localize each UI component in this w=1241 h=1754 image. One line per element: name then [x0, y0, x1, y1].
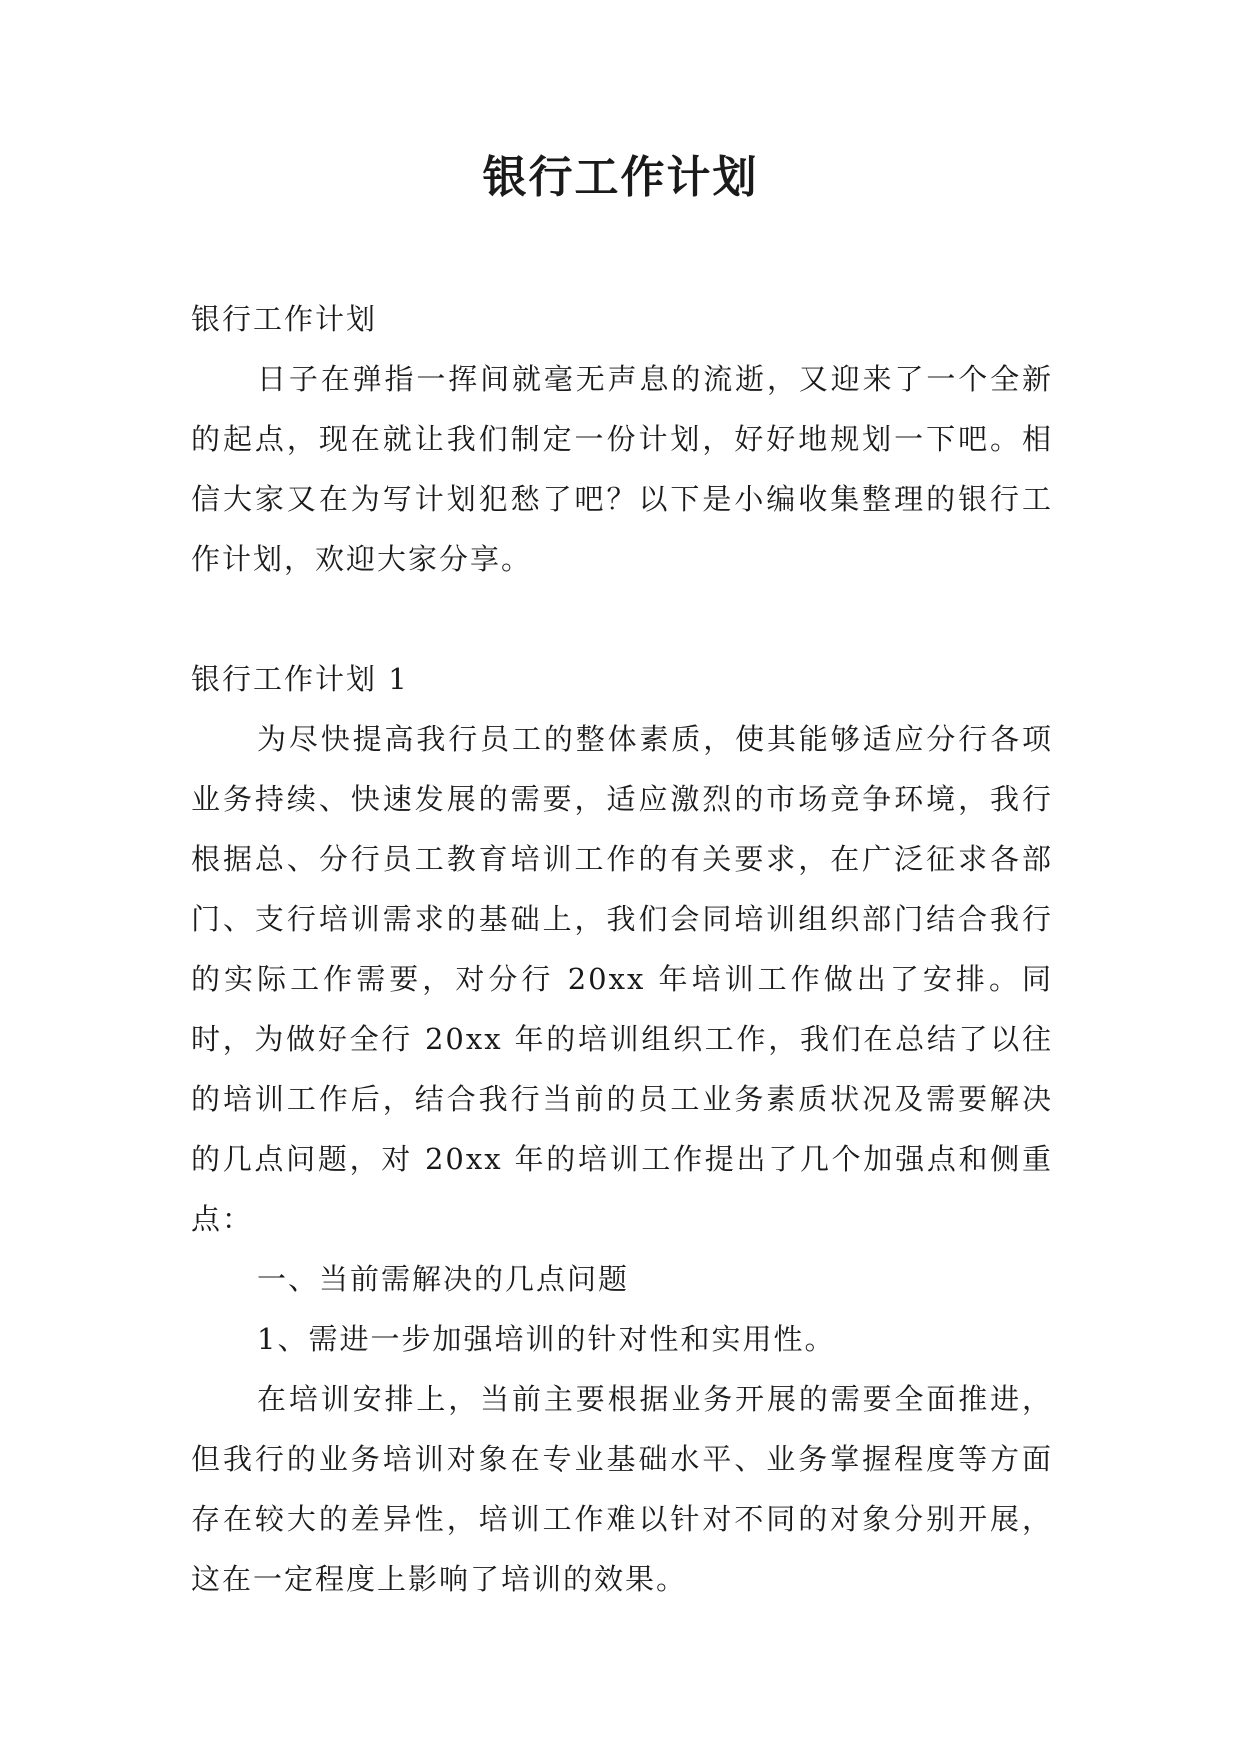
section-1-paragraph: 为尽快提高我行员工的整体素质，使其能够适应分行各项业务持续、快速发展的需要，适应激烈的市场竞争环境，我行根据总、分行员工教育培训工作的有关要求，在广泛征求各部门、支行培训需求的基础上，我们会同培训组织部门结合我行的实际工作需要，对分行 20xx 年培训工作做出了安排。同时，为做好全行 20xx 年的培训组织工作，我们在总结了以往的培训工作后，结合我行当前的员工业务素质状况及需要解决的几点问题，对 20xx 年的培训工作提出了几个加强点和侧重点：: [191, 722, 1053, 1236]
subheading-problems: 一、当前需解决的几点问题: [257, 1262, 630, 1296]
document-title: 银行工作计划: [482, 152, 759, 203]
list-item-1-paragraph: 在培训安排上，当前主要根据业务开展的需要全面推进，但我行的业务培训对象在专业基础水平、业务掌握程度等方面存在较大的差异性，培训工作难以针对不同的对象分别开展，这在一定程度上影响了培训的效果。: [191, 1382, 1053, 1596]
section-spacer: [191, 589, 1053, 649]
section-1-heading: 银行工作计划 1: [191, 662, 409, 696]
document-body: [191, 289, 1053, 1609]
list-item-1: 1、需进一步加强培训的针对性和实用性。: [257, 1322, 836, 1356]
intro-paragraph: 日子在弹指一挥间就毫无声息的流逝，又迎来了一个全新的起点，现在就让我们制定一份计划，好好地规划一下吧。相信大家又在为写计划犯愁了吧？以下是小编收集整理的银行工作计划，欢迎大家分享。: [191, 362, 1053, 576]
intro-heading: 银行工作计划: [191, 302, 378, 336]
